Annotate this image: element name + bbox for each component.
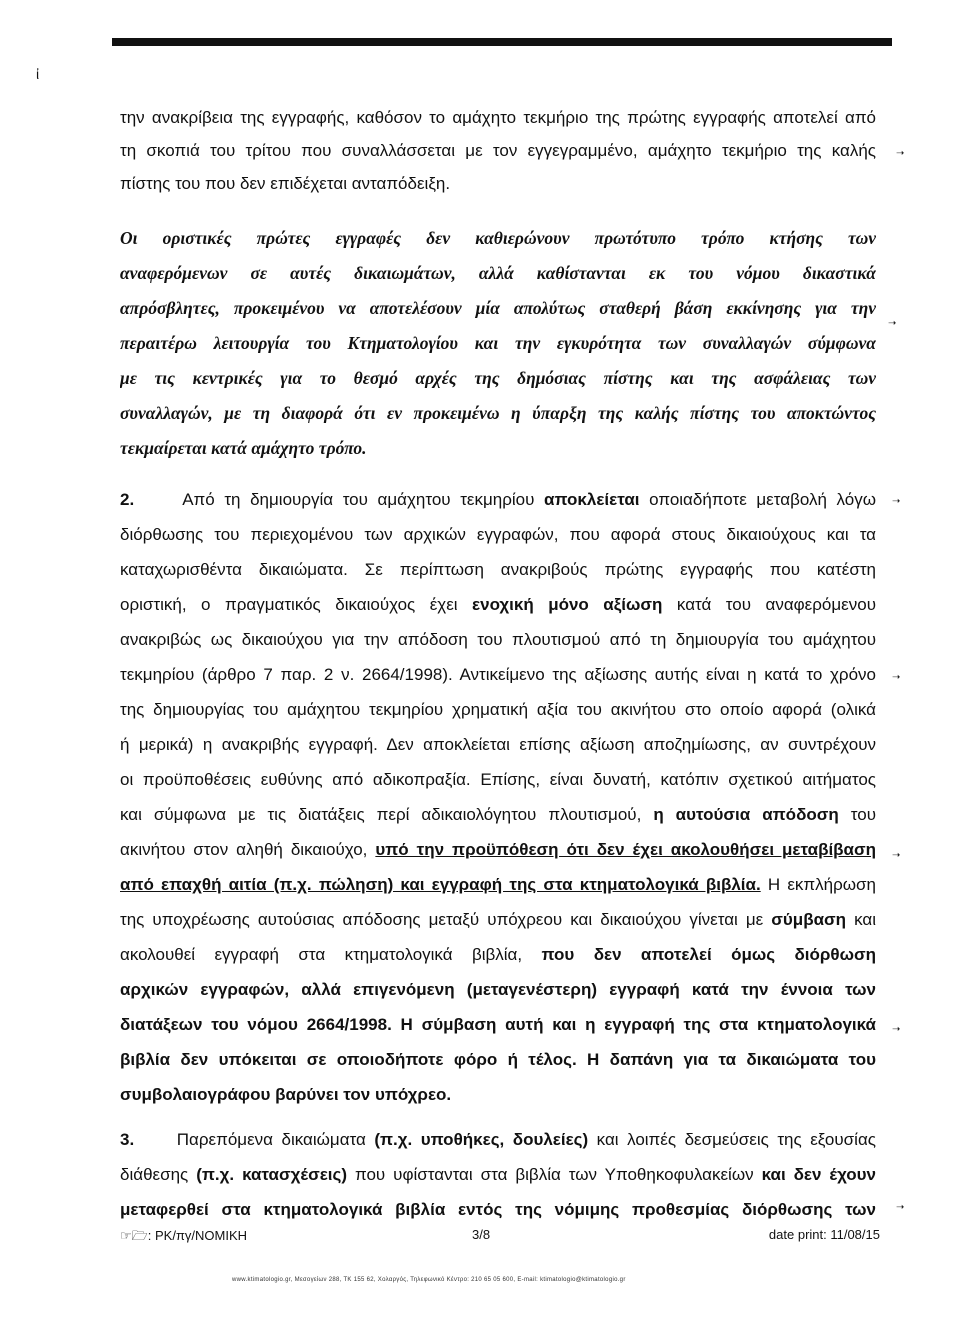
text-line: ανακριβώς ως δικαιούχου για την απόδοση του πλουτισμού από τη δημιουργία του αμάχητου xyxy=(120,630,876,649)
text-span: Από τη δημιουργία του αμάχητου τεκμηρίου xyxy=(182,490,545,509)
bold-span: η αυτούσια απόδοση xyxy=(653,805,839,824)
text-line: διατάξεων του νόμου 2664/1998. Η σύμβαση αυτή και η εγγραφή της στα κτηματολογικά xyxy=(120,1015,876,1034)
text-line: την ανακρίβεια της εγγραφής, καθόσον το αμάχητο τεκμήριο της πρώτης εγγραφής αποτελεί από xyxy=(120,108,876,127)
text-line xyxy=(120,840,876,860)
margin-arrow-mark: ➝ xyxy=(896,1202,905,1213)
text-line: καταχωρισθέντα δικαιώματα. Σε περίπτωση ανακριβούς πρώτης εγγραφής που κατέστη xyxy=(120,560,876,579)
text-line xyxy=(120,490,876,510)
page-number: 3/8 xyxy=(472,1227,491,1242)
margin-arrow-mark: ➝ xyxy=(892,1024,901,1035)
text-line: απρόσβλητες, προκειμένου να αποτελέσουν μία απολύτως σταθερή βάση εκκίνησης για την xyxy=(120,298,876,318)
text-line xyxy=(120,945,876,965)
bold-span: (π.χ. υποθήκες, δουλείες) xyxy=(374,1130,589,1149)
text-span: και xyxy=(846,910,876,929)
text-span: του xyxy=(838,805,876,824)
text-span: διάθεσης xyxy=(120,1165,197,1184)
top-rule xyxy=(112,38,892,46)
margin-arrow-mark: ➝ xyxy=(896,148,905,159)
text-line: τη σκοπιά του τρίτου που συναλλάσσεται με τον εγγεγραμμένο, αμάχητο τεκμήριο της καλής xyxy=(120,141,876,160)
text-line: περαιτέρω λειτουργία του Κτηματολογίου και την εγκυρότητα των συναλλαγών σύμφωνα xyxy=(120,333,876,353)
bold-span: και δεν έχουν xyxy=(761,1165,876,1184)
text-span: της υποχρέωσης αυτούσιας απόδοσης μεταξύ υπόχρεου και δικαιούχου γίνεται με xyxy=(120,910,772,929)
text-line xyxy=(120,1130,876,1150)
text-line: αρχικών εγγραφών, αλλά επιγενόμενη (μεταγενέστερη) εγγραφή κατά την έννοια των xyxy=(120,980,876,999)
file-reference: ☞🗁: PK/πγ/NOMIKH xyxy=(120,1228,248,1243)
bold-span: (π.χ. κατασχέσεις) xyxy=(196,1165,348,1184)
footer-address: www.ktimatologio.gr, Μεσογείων 288, ΤΚ 155 62, Χολαργός, Τηλεφωνικό Κέντρο: 210 65 05 600, E-mail: ktimatologio@ktimatologio.gr xyxy=(232,1277,626,1283)
text-line: μεταφερθεί στα κτηματολογικά βιβλία εντός της νόμιμης προθεσμίας διόρθωσης των xyxy=(120,1200,876,1219)
text-span: που υφίστανται στα βιβλία των Υποθηκοφυλακείων xyxy=(347,1165,762,1184)
text-span: και σύμφωνα με τις διατάξεις περί αδικαιολόγητου πλουτισμού, xyxy=(120,805,654,824)
text-line: τεκμηρίου (άρθρο 7 παρ. 2 ν. 2664/1998). Αντικείμενο της αξίωσης αυτής είναι η κατά το χρόνο xyxy=(120,665,876,684)
text-line: συμβολαιογράφου βαρύνει τον υπόχρεο. xyxy=(120,1085,452,1104)
text-line xyxy=(120,595,876,615)
text-line: διόρθωσης του περιεχομένου των αρχικών εγγραφών, που αφορά στους δικαιούχους και τα xyxy=(120,525,876,544)
underlined-span: από επαχθή αιτία (π.χ. πώληση) και εγγραφή της στα κτηματολογικά βιβλία. xyxy=(120,875,761,894)
bold-span: αποκλείεται xyxy=(544,490,640,509)
text-line: πίστης του που δεν επιδέχεται ανταπόδειξη. xyxy=(120,174,451,193)
text-span: Η εκπλήρωση xyxy=(760,875,876,894)
corner-mark: ἰ xyxy=(36,66,40,82)
section-number: 2. xyxy=(120,490,135,509)
text-line: οι προϋποθέσεις ευθύνης από αδικοπραξία. Επίσης, είναι δυνατή, κατόπιν σχετικού αιτήματος xyxy=(120,770,876,789)
bold-span: σύμβαση xyxy=(771,910,847,929)
text-span: ακολουθεί εγγραφή στα κτηματολογικά βιβλία, xyxy=(120,945,542,964)
bold-span: ενοχική μόνο αξίωση xyxy=(472,595,663,614)
text-span: οριστική, ο πραγματικός δικαιούχος έχει xyxy=(120,595,473,614)
underlined-span: υπό την προϋπόθεση ότι δεν έχει ακολουθήσει μεταβίβαση xyxy=(375,840,876,859)
text-span: και λοιπές δεσμεύσεις της εξουσίας xyxy=(588,1130,876,1149)
margin-arrow-mark: ➝ xyxy=(888,318,897,329)
margin-arrow-mark: ➝ xyxy=(892,672,901,683)
text-line: με τις κεντρικές για το θεσμό αρχές της δημόσιας πίστης και της ασφάλειας των xyxy=(120,368,876,388)
margin-arrow-mark: ➝ xyxy=(892,850,901,861)
section-number: 3. xyxy=(120,1130,135,1149)
text-line: συναλλαγών, με τη διαφορά ότι εν προκειμένω η ύπαρξη της καλής πίστης του αποκτώντος xyxy=(120,403,876,423)
text-line xyxy=(120,875,876,895)
text-span: Παρεπόμενα δικαιώματα xyxy=(176,1130,375,1149)
bold-span: που δεν αποτελεί όμως διόρθωση xyxy=(541,945,876,964)
text-line xyxy=(120,910,876,930)
text-line: Οι οριστικές πρώτες εγγραφές δεν καθιερώνουν πρωτότυπο τρόπο κτήσης των xyxy=(120,228,876,248)
text-line: τεκμαίρεται κατά αμάχητο τρόπο. xyxy=(120,438,367,458)
text-line xyxy=(120,805,876,825)
text-line: αναφερόμενων σε αυτές δικαιωμάτων, αλλά καθίστανται εκ του νόμου δικαστικά xyxy=(120,263,876,283)
text-line: της δημιουργίας του αμάχητου τεκμηρίου χρηματική αξία του ακινήτου στο οποίο αφορά (ολικά xyxy=(120,700,876,719)
text-line: βιβλία δεν υπόκειται σε οποιοδήποτε φόρο ή τέλος. Η δαπάνη για τα δικαιώματα του xyxy=(120,1050,876,1069)
text-span: κατά του αναφερόμενου xyxy=(662,595,876,614)
text-span: ακινήτου στον αληθή δικαιούχο, xyxy=(120,840,376,859)
text-span: οποιαδήποτε μεταβολή λόγω xyxy=(639,490,876,509)
print-date: date print: 11/08/15 xyxy=(768,1227,880,1242)
text-line: ή μερικά) η ανακριβής εγγραφή. Δεν αποκλείεται επίσης αξίωση αποζημίωσης, αν συντρέχουν xyxy=(120,735,876,754)
text-line xyxy=(120,1165,876,1185)
margin-arrow-mark: ➝ xyxy=(892,496,901,507)
